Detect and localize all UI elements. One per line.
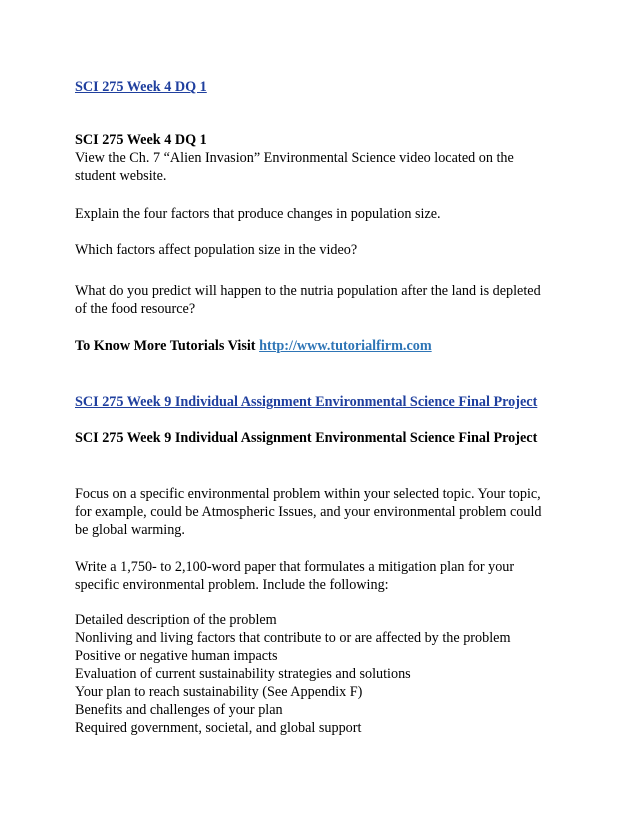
- cta-text: To Know More Tutorials Visit: [75, 338, 256, 354]
- cta-line: [75, 337, 565, 355]
- paragraph-line: student website.: [75, 168, 167, 184]
- week4-link-block: [75, 78, 565, 96]
- list-item: Benefits and challenges of your plan: [75, 702, 283, 718]
- requirements-list: [75, 611, 565, 737]
- week4-heading: SCI 275 Week 4 DQ 1: [75, 132, 207, 148]
- paragraph-line: specific environmental problem. Include the following:: [75, 577, 389, 593]
- list-item: Required government, societal, and global support: [75, 720, 362, 736]
- list-item: Detailed description of the problem: [75, 612, 277, 628]
- list-item: Your plan to reach sustainability (See Appendix F): [75, 684, 363, 700]
- week4-section: [75, 131, 565, 185]
- list-item: Evaluation of current sustainability strategies and solutions: [75, 666, 411, 682]
- week4-dq1-link[interactable]: SCI 275 Week 4 DQ 1: [75, 79, 207, 95]
- week9-link-block: [75, 393, 565, 411]
- week9-heading-block: [75, 429, 565, 447]
- tutorial-site-link[interactable]: http://www.tutorialfirm.com: [259, 338, 432, 354]
- list-item: Nonliving and living factors that contribute to or are affected by the problem: [75, 630, 511, 646]
- question-3: [75, 282, 565, 318]
- list-item: Positive or negative human impacts: [75, 648, 278, 664]
- paragraph-line: be global warming.: [75, 522, 185, 538]
- paragraph-write: [75, 558, 565, 594]
- paragraph-line: Which factors affect population size in the video?: [75, 242, 358, 258]
- paragraph-line: Write a 1,750- to 2,100-word paper that formulates a mitigation plan for your: [75, 559, 515, 575]
- week9-project-link[interactable]: SCI 275 Week 9 Individual Assignment Environmental Science Final Project: [75, 394, 538, 410]
- paragraph-line: for example, could be Atmospheric Issues, and your environmental problem could: [75, 504, 542, 520]
- paragraph-focus: [75, 485, 565, 539]
- week9-heading: SCI 275 Week 9 Individual Assignment Environmental Science Final Project: [75, 430, 538, 446]
- question-1: [75, 205, 565, 223]
- paragraph-line: of the food resource?: [75, 301, 196, 317]
- paragraph-line: Focus on a specific environmental problem within your selected topic. Your topic,: [75, 486, 541, 502]
- paragraph-line: What do you predict will happen to the nutria population after the land is depleted: [75, 283, 541, 299]
- paragraph-line: Explain the four factors that produce changes in population size.: [75, 206, 441, 222]
- paragraph-line: View the Ch. 7 “Alien Invasion” Environmental Science video located on the: [75, 150, 514, 166]
- question-2: [75, 241, 565, 259]
